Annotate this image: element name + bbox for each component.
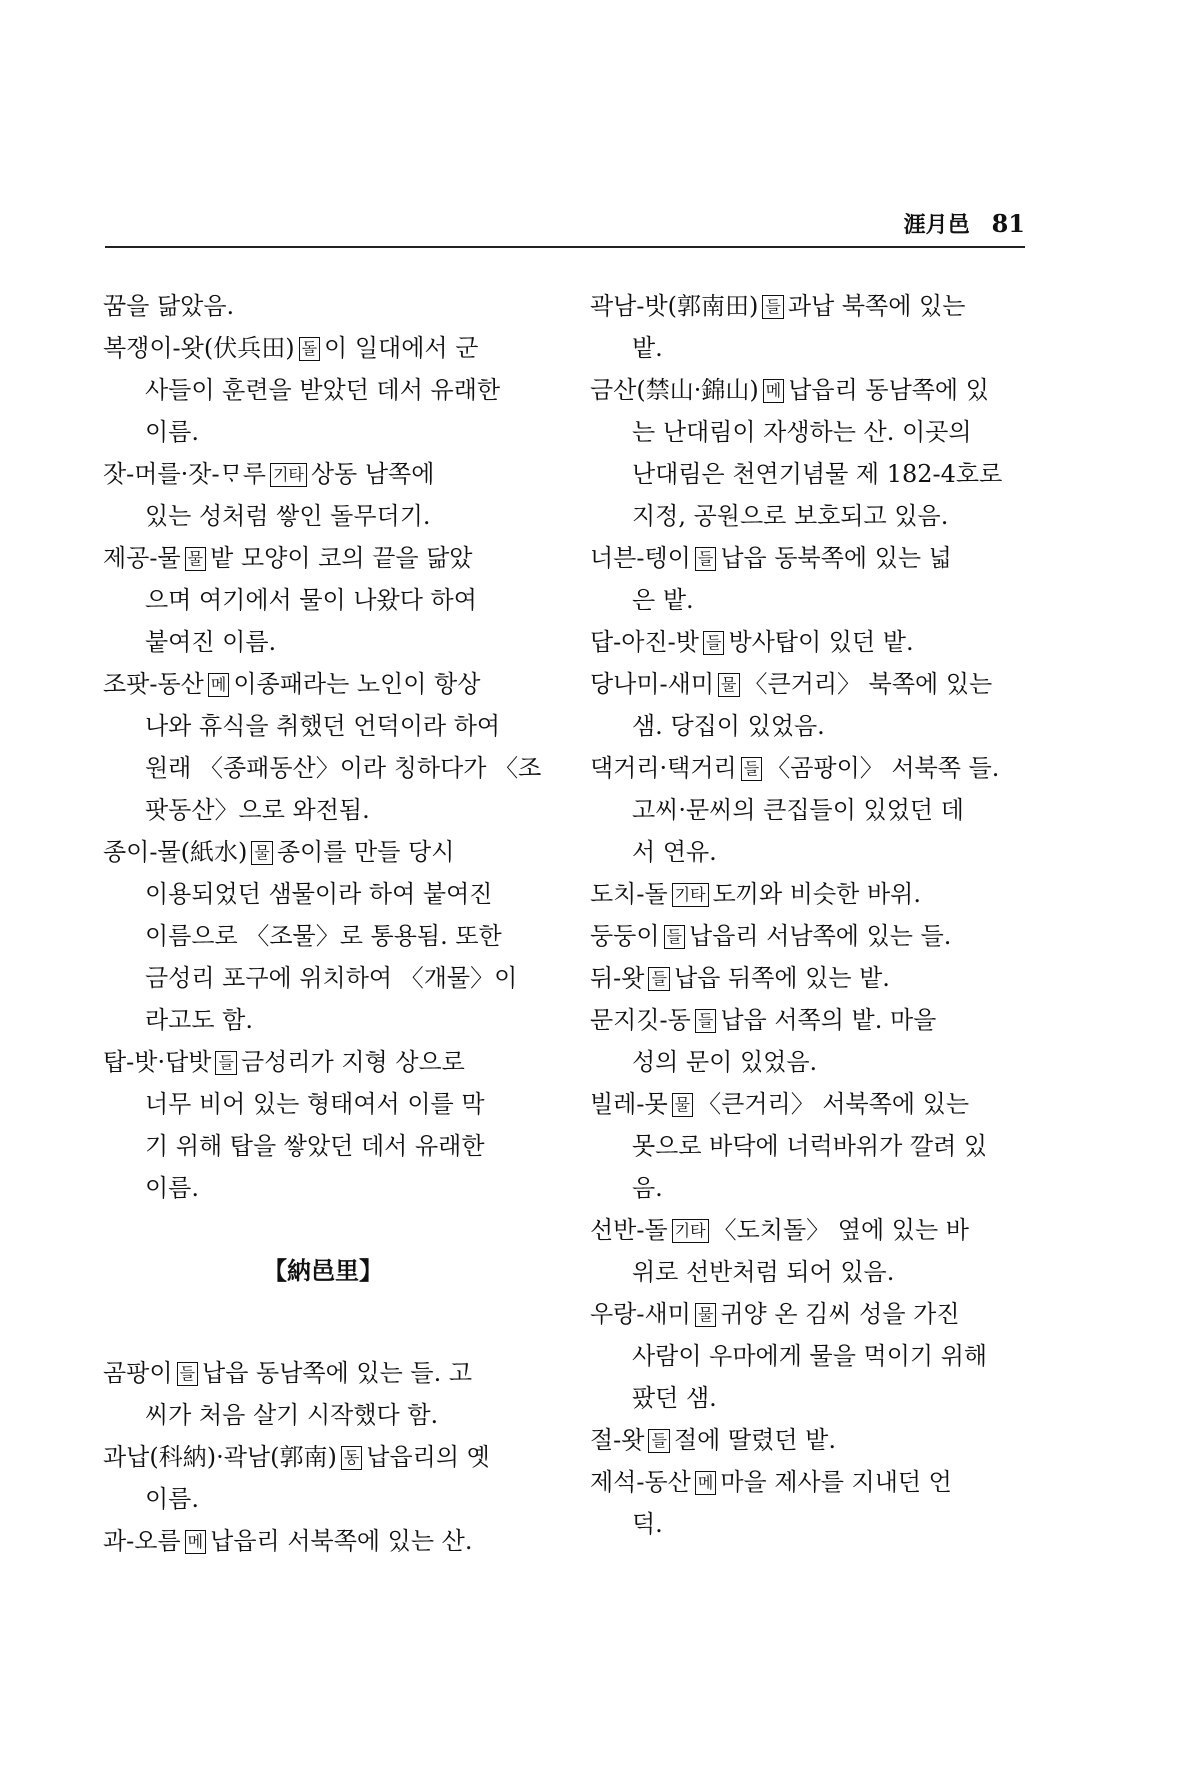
entry-line bbox=[103, 621, 543, 663]
entry-line bbox=[103, 495, 543, 537]
entry-headword: 문지깃-동 bbox=[590, 1006, 691, 1034]
entry-line bbox=[103, 873, 543, 915]
entry-text: 이용되었던 샘물이라 하여 붙여진 bbox=[145, 880, 493, 908]
entry-line bbox=[590, 1503, 1030, 1545]
dictionary-entry bbox=[590, 1419, 1030, 1461]
entry-line bbox=[103, 1520, 543, 1562]
entry-text: 고씨·문씨의 큰집들이 있었던 데 bbox=[632, 796, 964, 824]
entry-line bbox=[103, 1125, 543, 1167]
entry-headword: 둥둥이 bbox=[590, 922, 660, 950]
entry-text: 은 밭. bbox=[632, 586, 694, 614]
category-tag: 물 bbox=[718, 673, 739, 697]
dictionary-entry bbox=[103, 1436, 543, 1520]
category-tag: 들 bbox=[695, 547, 716, 571]
entry-line bbox=[103, 537, 543, 579]
entry-line bbox=[590, 873, 1030, 915]
right-column bbox=[590, 285, 1030, 1545]
entry-line bbox=[103, 327, 543, 369]
dictionary-entry bbox=[590, 1293, 1030, 1419]
dictionary-entry bbox=[590, 369, 1030, 537]
entry-text: 꿈을 닮았음. bbox=[103, 292, 235, 320]
category-tag: 들 bbox=[762, 295, 783, 319]
entry-line bbox=[590, 789, 1030, 831]
entry-headword: 탑-밧·답밧 bbox=[103, 1048, 212, 1076]
entry-line bbox=[590, 831, 1030, 873]
entry-line bbox=[590, 327, 1030, 369]
entry-line bbox=[103, 1041, 543, 1083]
dictionary-entry bbox=[590, 1083, 1030, 1209]
dictionary-entry bbox=[590, 537, 1030, 621]
entry-headword: 종이-물(紙水) bbox=[103, 838, 248, 866]
entry-line bbox=[103, 1478, 543, 1520]
category-tag: 들 bbox=[695, 1009, 716, 1033]
category-tag: 물 bbox=[672, 1093, 693, 1117]
entry-line bbox=[103, 1167, 543, 1209]
category-tag: 들 bbox=[703, 631, 724, 655]
entry-headword: 복쟁이-왓(伏兵田) bbox=[103, 334, 295, 362]
category-tag: 돌 bbox=[299, 337, 320, 361]
entry-line bbox=[590, 1461, 1030, 1503]
entry-text: 납읍리의 옛 bbox=[366, 1443, 490, 1471]
entry-text: 납읍 서쪽의 밭. 마을 bbox=[720, 1006, 937, 1034]
category-tag: 기타 bbox=[672, 1219, 709, 1243]
category-tag: 메 bbox=[208, 673, 229, 697]
entry-line bbox=[590, 285, 1030, 327]
entry-headword: 도치-돌 bbox=[590, 880, 668, 908]
category-tag: 물 bbox=[185, 547, 206, 571]
entry-headword: 조팟-동산 bbox=[103, 670, 204, 698]
entry-text: 방사탑이 있던 밭. bbox=[728, 628, 914, 656]
dictionary-entry bbox=[103, 453, 543, 537]
entry-text: 나와 휴식을 취했던 언덕이라 하여 bbox=[145, 712, 501, 740]
entry-headword: 금산(禁山·錦山) bbox=[590, 376, 759, 404]
entry-line bbox=[590, 621, 1030, 663]
entry-line bbox=[103, 1083, 543, 1125]
entry-headword: 잣-머를·잣-ᄆᆞ루 bbox=[103, 460, 266, 488]
dictionary-entry bbox=[103, 1520, 543, 1562]
entry-text: 과납 북쪽에 있는 bbox=[787, 292, 966, 320]
entry-line bbox=[590, 957, 1030, 999]
entry-text: 납읍 동남쪽에 있는 들. 고 bbox=[202, 1359, 473, 1387]
dictionary-entry bbox=[103, 1352, 543, 1436]
entry-text: 〈큰거리〉 서북쪽에 있는 bbox=[697, 1090, 970, 1118]
entry-headword: 답-아진-밧 bbox=[590, 628, 699, 656]
entry-headword: 뒤-왓 bbox=[590, 964, 645, 992]
category-tag: 들 bbox=[648, 967, 669, 991]
entry-text: 종이를 만들 당시 bbox=[276, 838, 455, 866]
dictionary-entry bbox=[590, 1209, 1030, 1293]
entry-text: 못으로 바닥에 너럭바위가 깔려 있 bbox=[632, 1132, 988, 1160]
entry-text: 기 위해 탑을 쌓았던 데서 유래한 bbox=[145, 1132, 485, 1160]
category-tag: 메 bbox=[695, 1471, 716, 1495]
entry-line bbox=[590, 999, 1030, 1041]
entry-headword: 댁거리·택거리 bbox=[590, 754, 737, 782]
entry-line bbox=[103, 789, 543, 831]
left-entries-2 bbox=[103, 1352, 543, 1562]
dictionary-entry bbox=[590, 663, 1030, 747]
entry-line bbox=[590, 537, 1030, 579]
entry-text: 금성리 포구에 위치하여 〈개물〉이 bbox=[145, 964, 518, 992]
entry-line bbox=[590, 1251, 1030, 1293]
category-tag: 들 bbox=[664, 925, 685, 949]
section-heading: 【納邑里】 bbox=[263, 1256, 383, 1285]
entry-line bbox=[590, 1041, 1030, 1083]
category-tag: 물 bbox=[251, 841, 272, 865]
entry-text: 상동 남쪽에 bbox=[310, 460, 435, 488]
category-tag: 메 bbox=[763, 379, 784, 403]
entry-line bbox=[103, 411, 543, 453]
category-tag: 들 bbox=[215, 1051, 236, 1075]
dictionary-entry bbox=[590, 915, 1030, 957]
entry-line bbox=[590, 1419, 1030, 1461]
dictionary-entry bbox=[103, 537, 543, 663]
entry-line bbox=[103, 1352, 543, 1394]
entry-line bbox=[103, 369, 543, 411]
entry-line bbox=[590, 705, 1030, 747]
entry-text: 으며 여기에서 물이 나왔다 하여 bbox=[145, 586, 477, 614]
entry-text: 성의 문이 있었음. bbox=[632, 1048, 818, 1076]
dictionary-entry bbox=[103, 831, 543, 1041]
dictionary-entry bbox=[590, 285, 1030, 369]
entry-text: 이종패라는 노인이 항상 bbox=[233, 670, 481, 698]
entry-text: 붙여진 이름. bbox=[145, 628, 277, 656]
entry-text: 〈도치돌〉 옆에 있는 바 bbox=[712, 1216, 969, 1244]
entry-text: 씨가 처음 살기 시작했다 함. bbox=[145, 1401, 439, 1429]
entry-text: 이름. bbox=[145, 418, 199, 446]
entry-line bbox=[103, 579, 543, 621]
entry-text: 이름으로 〈조물〉로 통용됨. 또한 bbox=[145, 922, 502, 950]
entry-text: 절에 딸렸던 밭. bbox=[673, 1426, 836, 1454]
entry-text: 이름. bbox=[145, 1485, 199, 1513]
right-entries bbox=[590, 285, 1030, 1545]
entry-line bbox=[590, 411, 1030, 453]
entry-line bbox=[590, 915, 1030, 957]
category-tag: 들 bbox=[648, 1429, 669, 1453]
entry-line bbox=[103, 831, 543, 873]
entry-line bbox=[103, 453, 543, 495]
entry-headword: 절-왓 bbox=[590, 1426, 645, 1454]
entry-line bbox=[590, 1083, 1030, 1125]
category-tag: 기타 bbox=[672, 883, 709, 907]
dictionary-entry bbox=[103, 327, 543, 453]
entry-text: 납읍리 서북쪽에 있는 산. bbox=[210, 1527, 473, 1555]
entry-line bbox=[590, 747, 1030, 789]
entry-text: 너무 비어 있는 형태여서 이를 막 bbox=[145, 1090, 485, 1118]
entry-headword: 빌레-못 bbox=[590, 1090, 668, 1118]
entry-text: 이름. bbox=[145, 1174, 199, 1202]
dictionary-entry bbox=[590, 999, 1030, 1083]
running-header bbox=[105, 208, 1025, 239]
entry-headword: 당나미-새미 bbox=[590, 670, 715, 698]
entry-line bbox=[590, 663, 1030, 705]
entry-line bbox=[590, 1293, 1030, 1335]
entry-line bbox=[590, 1125, 1030, 1167]
entry-headword: 제공-물 bbox=[103, 544, 181, 572]
entry-text: 마을 제사를 지내던 언 bbox=[720, 1468, 952, 1496]
entry-text: 샘. 당집이 있었음. bbox=[632, 712, 825, 740]
entry-line bbox=[590, 579, 1030, 621]
entry-text: 금성리가 지형 상으로 bbox=[240, 1048, 465, 1076]
entry-text: 팟동산〉으로 와전됨. bbox=[145, 796, 370, 824]
entry-line bbox=[590, 453, 1030, 495]
entry-line bbox=[590, 495, 1030, 537]
dictionary-entry bbox=[590, 957, 1030, 999]
category-tag: 메 bbox=[185, 1530, 206, 1554]
entry-text: 원래 〈종패동산〉이라 칭하다가 〈조 bbox=[145, 754, 542, 782]
dictionary-entry bbox=[103, 1041, 543, 1209]
entry-text: 는 난대림이 자생하는 산. 이곳의 bbox=[632, 418, 972, 446]
entry-text: 납읍리 서남쪽에 있는 들. bbox=[689, 922, 952, 950]
entry-text: 〈큰거리〉 북쪽에 있는 bbox=[743, 670, 993, 698]
entry-text: 〈곰팡이〉 서북쪽 들. bbox=[766, 754, 1000, 782]
dictionary-entry bbox=[590, 621, 1030, 663]
category-tag: 들 bbox=[741, 757, 762, 781]
dictionary-entry bbox=[590, 873, 1030, 915]
header-title: 涯月邑 bbox=[903, 212, 970, 238]
entry-text: 귀양 온 김씨 성을 가진 bbox=[720, 1300, 960, 1328]
entry-text: 팠던 샘. bbox=[632, 1384, 717, 1412]
entry-text: 있는 성처럼 쌓인 돌무더기. bbox=[145, 502, 431, 530]
entry-text: 사들이 훈련을 받았던 데서 유래한 bbox=[145, 376, 501, 404]
entry-headword: 과납(科納)·곽남(郭南) bbox=[103, 1443, 337, 1471]
dictionary-entry bbox=[103, 285, 543, 327]
entry-text: 밭 모양이 코의 끝을 닮았 bbox=[210, 544, 473, 572]
header-rule bbox=[105, 246, 1025, 248]
entry-headword: 선반-돌 bbox=[590, 1216, 668, 1244]
category-tag: 기타 bbox=[270, 463, 307, 487]
entry-headword: 과-오름 bbox=[103, 1527, 181, 1555]
entry-line bbox=[590, 1335, 1030, 1377]
entry-headword: 곰팡이 bbox=[103, 1359, 173, 1387]
entry-text: 서 연유. bbox=[632, 838, 717, 866]
entry-headword: 너븐-텡이 bbox=[590, 544, 691, 572]
entry-text: 지정, 공원으로 보호되고 있음. bbox=[632, 502, 949, 530]
left-entries bbox=[103, 285, 543, 1209]
dictionary-entry bbox=[590, 1461, 1030, 1545]
entry-line bbox=[103, 747, 543, 789]
entry-text: 밭. bbox=[632, 334, 663, 362]
entry-line bbox=[103, 705, 543, 747]
category-tag: 물 bbox=[695, 1303, 716, 1327]
entry-line bbox=[103, 285, 543, 327]
entry-line bbox=[103, 1394, 543, 1436]
entry-text: 이 일대에서 군 bbox=[324, 334, 479, 362]
entry-line bbox=[590, 1209, 1030, 1251]
entry-text: 덕. bbox=[632, 1510, 663, 1538]
entry-headword: 곽남-밧(郭南田) bbox=[590, 292, 759, 320]
entry-text: 위로 선반처럼 되어 있음. bbox=[632, 1258, 895, 1286]
entry-text: 라고도 함. bbox=[145, 1006, 253, 1034]
entry-line bbox=[103, 663, 543, 705]
category-tag: 들 bbox=[177, 1362, 198, 1386]
entry-line bbox=[103, 999, 543, 1041]
entry-text: 도끼와 비슷한 바위. bbox=[712, 880, 921, 908]
entry-line bbox=[590, 1167, 1030, 1209]
entry-headword: 제석-동산 bbox=[590, 1468, 691, 1496]
entry-text: 납읍리 동남쪽에 있 bbox=[788, 376, 989, 404]
entry-line bbox=[590, 369, 1030, 411]
entry-text: 납읍 동북쪽에 있는 넓 bbox=[720, 544, 952, 572]
dictionary-entry bbox=[103, 663, 543, 831]
left-column bbox=[103, 285, 543, 1562]
dictionary-entry bbox=[590, 747, 1030, 873]
entry-text: 음. bbox=[632, 1174, 663, 1202]
entry-text: 사람이 우마에게 물을 먹이기 위해 bbox=[632, 1342, 988, 1370]
entry-text: 납읍 뒤쪽에 있는 밭. bbox=[673, 964, 890, 992]
entry-line bbox=[590, 1377, 1030, 1419]
entry-line bbox=[103, 1436, 543, 1478]
entry-headword: 우랑-새미 bbox=[590, 1300, 691, 1328]
entry-line bbox=[103, 915, 543, 957]
entry-line bbox=[103, 957, 543, 999]
entry-text: 난대림은 천연기념물 제 182-4호로 bbox=[632, 460, 1003, 488]
category-tag: 동 bbox=[341, 1446, 362, 1470]
page-number: 81 bbox=[991, 209, 1025, 238]
